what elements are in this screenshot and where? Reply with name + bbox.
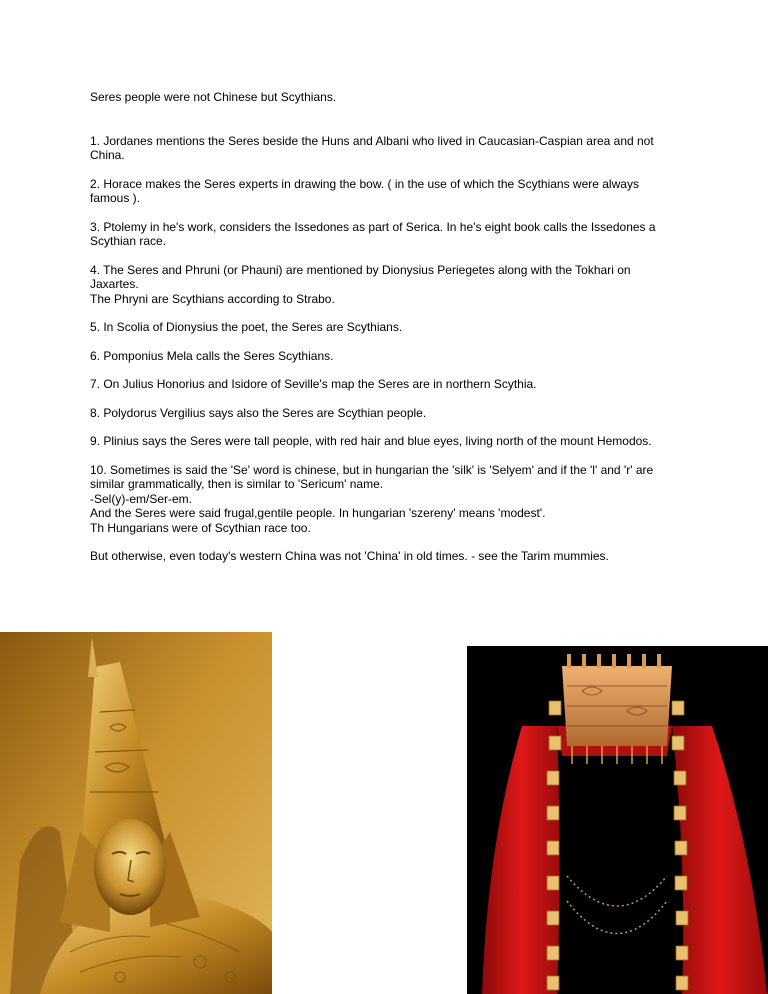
paragraph-6 <box>90 349 680 364</box>
paragraph-line: 5. In Scolia of Dionysius the poet, the Seres are Scythians. <box>90 320 403 334</box>
paragraph-7 <box>90 377 680 392</box>
red-garment-headdress-photo <box>467 646 768 994</box>
paragraph-5 <box>90 320 680 335</box>
paragraph-line: But otherwise, even today's western China was not 'China' in old times. - see the Tarim mummies. <box>90 549 609 563</box>
document-text <box>90 90 680 578</box>
paragraph-line: 4. The Seres and Phruni (or Phauni) are mentioned by Dionysius Periegetes along with the Tokhari on Jaxartes. <box>90 262 631 291</box>
paragraph-line: 10. Sometimes is said the 'Se' word is chinese, but in hungarian the 'silk' is 'Selyem' and if the 'l' and 'r' are similar grammatically, then is similar to 'Sericum' name. <box>90 462 654 491</box>
golden-warrior-photo <box>0 632 272 994</box>
paragraph-1 <box>90 134 680 163</box>
paragraph-11 <box>90 549 680 564</box>
paragraph-line: Th Hungarians were of Scythian race too. <box>90 520 311 535</box>
paragraph-2 <box>90 177 680 206</box>
paragraph-10 <box>90 463 680 536</box>
paragraph-line: 3. Ptolemy in he's work, considers the Issedones as part of Serica. In he's eight book calls the Issedones a Scythian race. <box>90 219 656 248</box>
paragraph-3 <box>90 220 680 249</box>
paragraph-line: And the Seres were said frugal,gentile people. In hungarian 'szereny' means 'modest'. <box>90 506 546 520</box>
paragraph-line: 8. Polydorus Vergilius says also the Seres are Scythian people. <box>90 405 427 420</box>
paragraph-line: -Sel(y)-em/Ser-em. <box>90 491 193 506</box>
paragraph-9 <box>90 434 680 449</box>
paragraph-line: 6. Pomponius Mela calls the Seres Scythians. <box>90 348 334 363</box>
paragraph-8 <box>90 406 680 421</box>
paragraph-4 <box>90 263 680 307</box>
paragraph-line: 1. Jordanes mentions the Seres beside the Huns and Albani who lived in Caucasian-Caspian area and not China. <box>90 133 654 162</box>
paragraph-line: 2. Horace makes the Seres experts in drawing the bow. ( in the use of which the Scythians were always famous ). <box>90 176 639 205</box>
document-title: Seres people were not Chinese but Scythians. <box>90 90 337 104</box>
paragraph-line: 7. On Julius Honorius and Isidore of Seville's map the Seres are in northern Scythia. <box>90 377 537 391</box>
paragraph-line: 9. Plinius says the Seres were tall people, with red hair and blue eyes, living north of the mount Hemodos. <box>90 434 652 448</box>
paragraph-line: The Phryni are Scythians according to Strabo. <box>90 291 335 306</box>
